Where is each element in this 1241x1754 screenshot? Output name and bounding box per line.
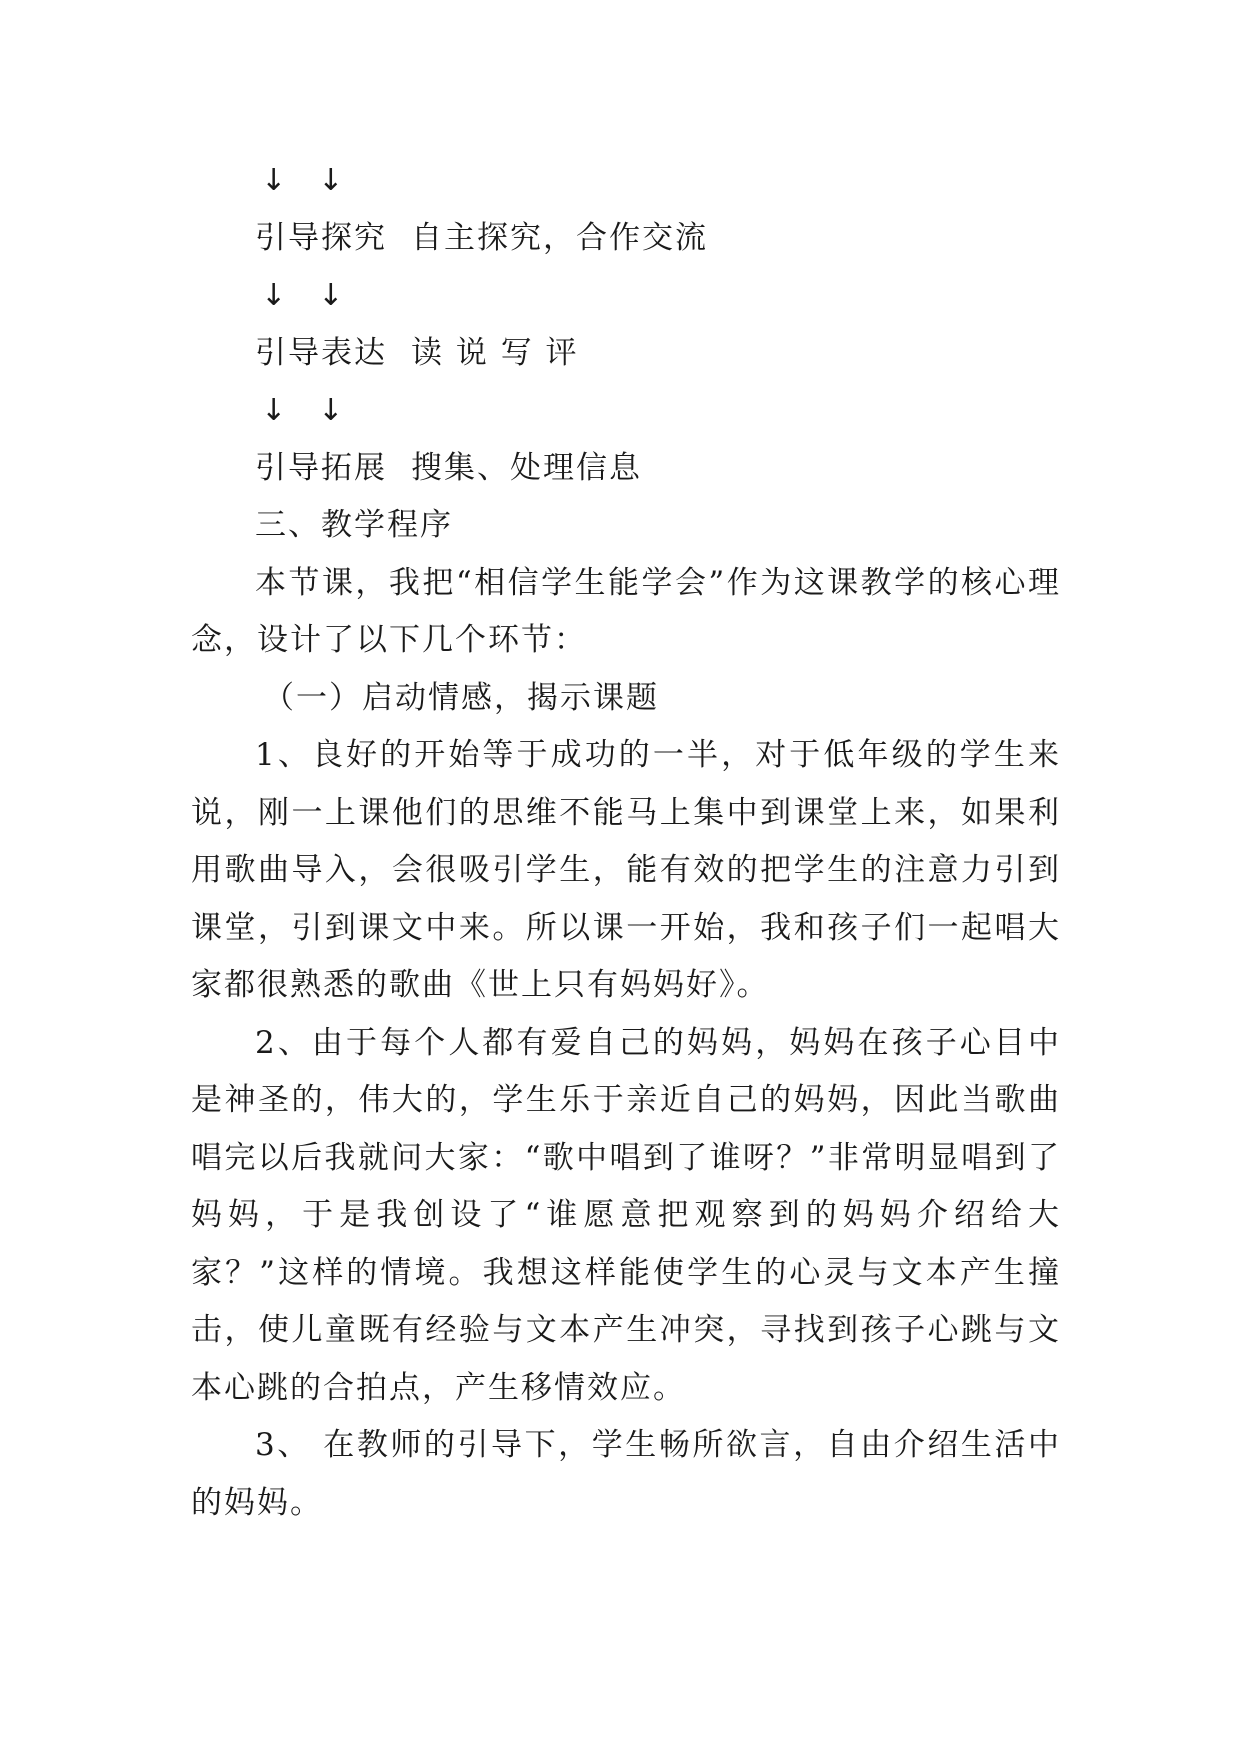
- down-arrow-icon: ↓: [318, 392, 346, 428]
- flow-step: [191, 440, 1061, 498]
- flow-step-detail: 自主探究，合作交流: [411, 219, 708, 256]
- flow-step-label: 引导拓展: [255, 449, 387, 486]
- flow-arrow-row: [191, 267, 1061, 325]
- flow-step-detail: 搜集、处理信息: [411, 449, 642, 486]
- down-arrow-icon: ↓: [261, 392, 289, 428]
- flow-arrow-row: [191, 382, 1061, 440]
- flow-arrow-row: [191, 152, 1061, 210]
- down-arrow-icon: ↓: [261, 277, 289, 313]
- subsection-heading: （一）启动情感，揭示课题: [263, 679, 659, 716]
- section-heading: 三、教学程序: [255, 507, 453, 543]
- flow-step-label: 引导表达: [255, 334, 387, 371]
- flow-step-detail: 读 说 写 评: [411, 334, 579, 371]
- down-arrow-icon: ↓: [318, 162, 346, 198]
- body-paragraph: 2、由于每个人都有爱自己的妈妈，妈妈在孩子心目中是神圣的，伟大的，学生乐于亲近自己的妈妈，因此当歌曲唱完以后我就问大家：“歌中唱到了谁呀？”非常明显唱到了妈妈，于是我创设了“谁愿意把观察到的妈妈介绍给大家？”这样的情境。我想这样能使学生的心灵与文本产生撞击，使儿童既有经验与文本产生冲突，寻找到孩子心跳与文本心跳的合拍点，产生移情效应。: [191, 1024, 1061, 1406]
- down-arrow-icon: ↓: [318, 277, 346, 313]
- body-paragraph: 3、 在教师的引导下，学生畅所欲言，自由介绍生活中的妈妈。: [191, 1427, 1061, 1521]
- flow-step: [191, 210, 1061, 268]
- body-paragraph: 1、良好的开始等于成功的一半，对于低年级的学生来说，刚一上课他们的思维不能马上集中到课堂上来，如果利用歌曲导入，会很吸引学生，能有效的把学生的注意力引到课堂，引到课文中来。所以课一开始，我和孩子们一起唱大家都很熟悉的歌曲《世上只有妈妈好》。: [191, 737, 1061, 1003]
- flow-step-label: 引导探究: [255, 219, 387, 256]
- flow-step: [191, 325, 1061, 383]
- intro-paragraph: 本节课，我把“相信学生能学会”作为这课教学的核心理念，设计了以下几个环节：: [191, 564, 1061, 658]
- down-arrow-icon: ↓: [261, 162, 289, 198]
- document-body: [191, 152, 1061, 1532]
